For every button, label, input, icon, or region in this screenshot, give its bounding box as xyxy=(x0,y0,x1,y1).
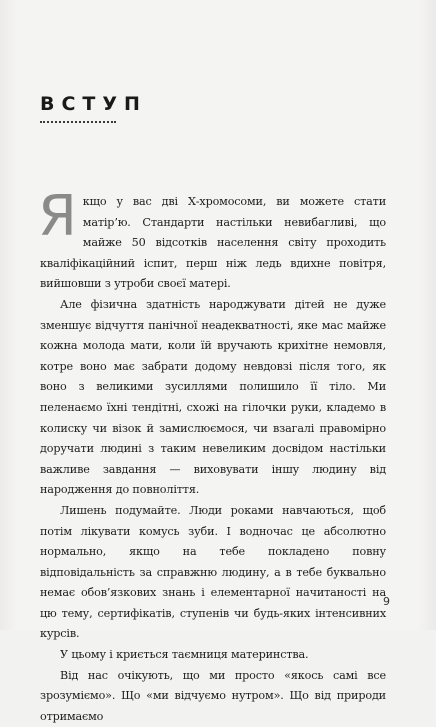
paragraph-1-text: кщо у вас дві Х-хромосоми, ви можете стати матір’ю. Стандарти настільки невибагливі, що майже 50 відсотків населення світу проходить кваліфікаційний іспит, перш ніж ледь вдихне повітря, вийшовши з утроби своєї матері. xyxy=(40,195,386,291)
paragraph-2: Але фізична здатність народжувати дітей не дуже зменшує відчуття панічної неадекватності, яке мас майже кожна молода мати, коли їй вручають крихітне немовля, котре воно має забрати додому невдовзі після того, як воно з великими зусиллями полишило її тіло. Ми пеленаємо їхні тендітні, схожі на гілочки руки, кладемо в колиску чи візок й замислюємося, чи взагалі правомірно доручати людині з таким невеликим досвідом настільки важливе завдання — виховувати іншу людину від народження до повноліття. xyxy=(40,297,386,497)
body-text xyxy=(38,184,386,727)
chapter-heading: ВСТУП xyxy=(40,93,147,115)
heading-dotted-rule xyxy=(40,121,116,123)
paragraph-5: Від нас очікують, що ми просто «якось самі все зрозуміємо». Що «ми відчуємо нутром». Що від природи отримаємо xyxy=(40,668,386,723)
page-number: 9 xyxy=(383,595,390,608)
paragraph-4: У цьому і криється таємниця материнства. xyxy=(60,648,309,662)
paragraph-1 xyxy=(38,184,386,295)
drop-cap: Я xyxy=(38,184,77,249)
paragraph-3: Лишень подумайте. Люди роками навчаються, щоб потім лікувати комусь зуби. І водночас це абсолютно нормально, якщо на тебе покладено повну відповідальність за справжню людину, а в тебе буквально немає обов’язкових знань і елементарної начитаності на цю тему, сертифікатів, ступенів чи будь-яких інтенсивних курсів. xyxy=(40,503,386,641)
